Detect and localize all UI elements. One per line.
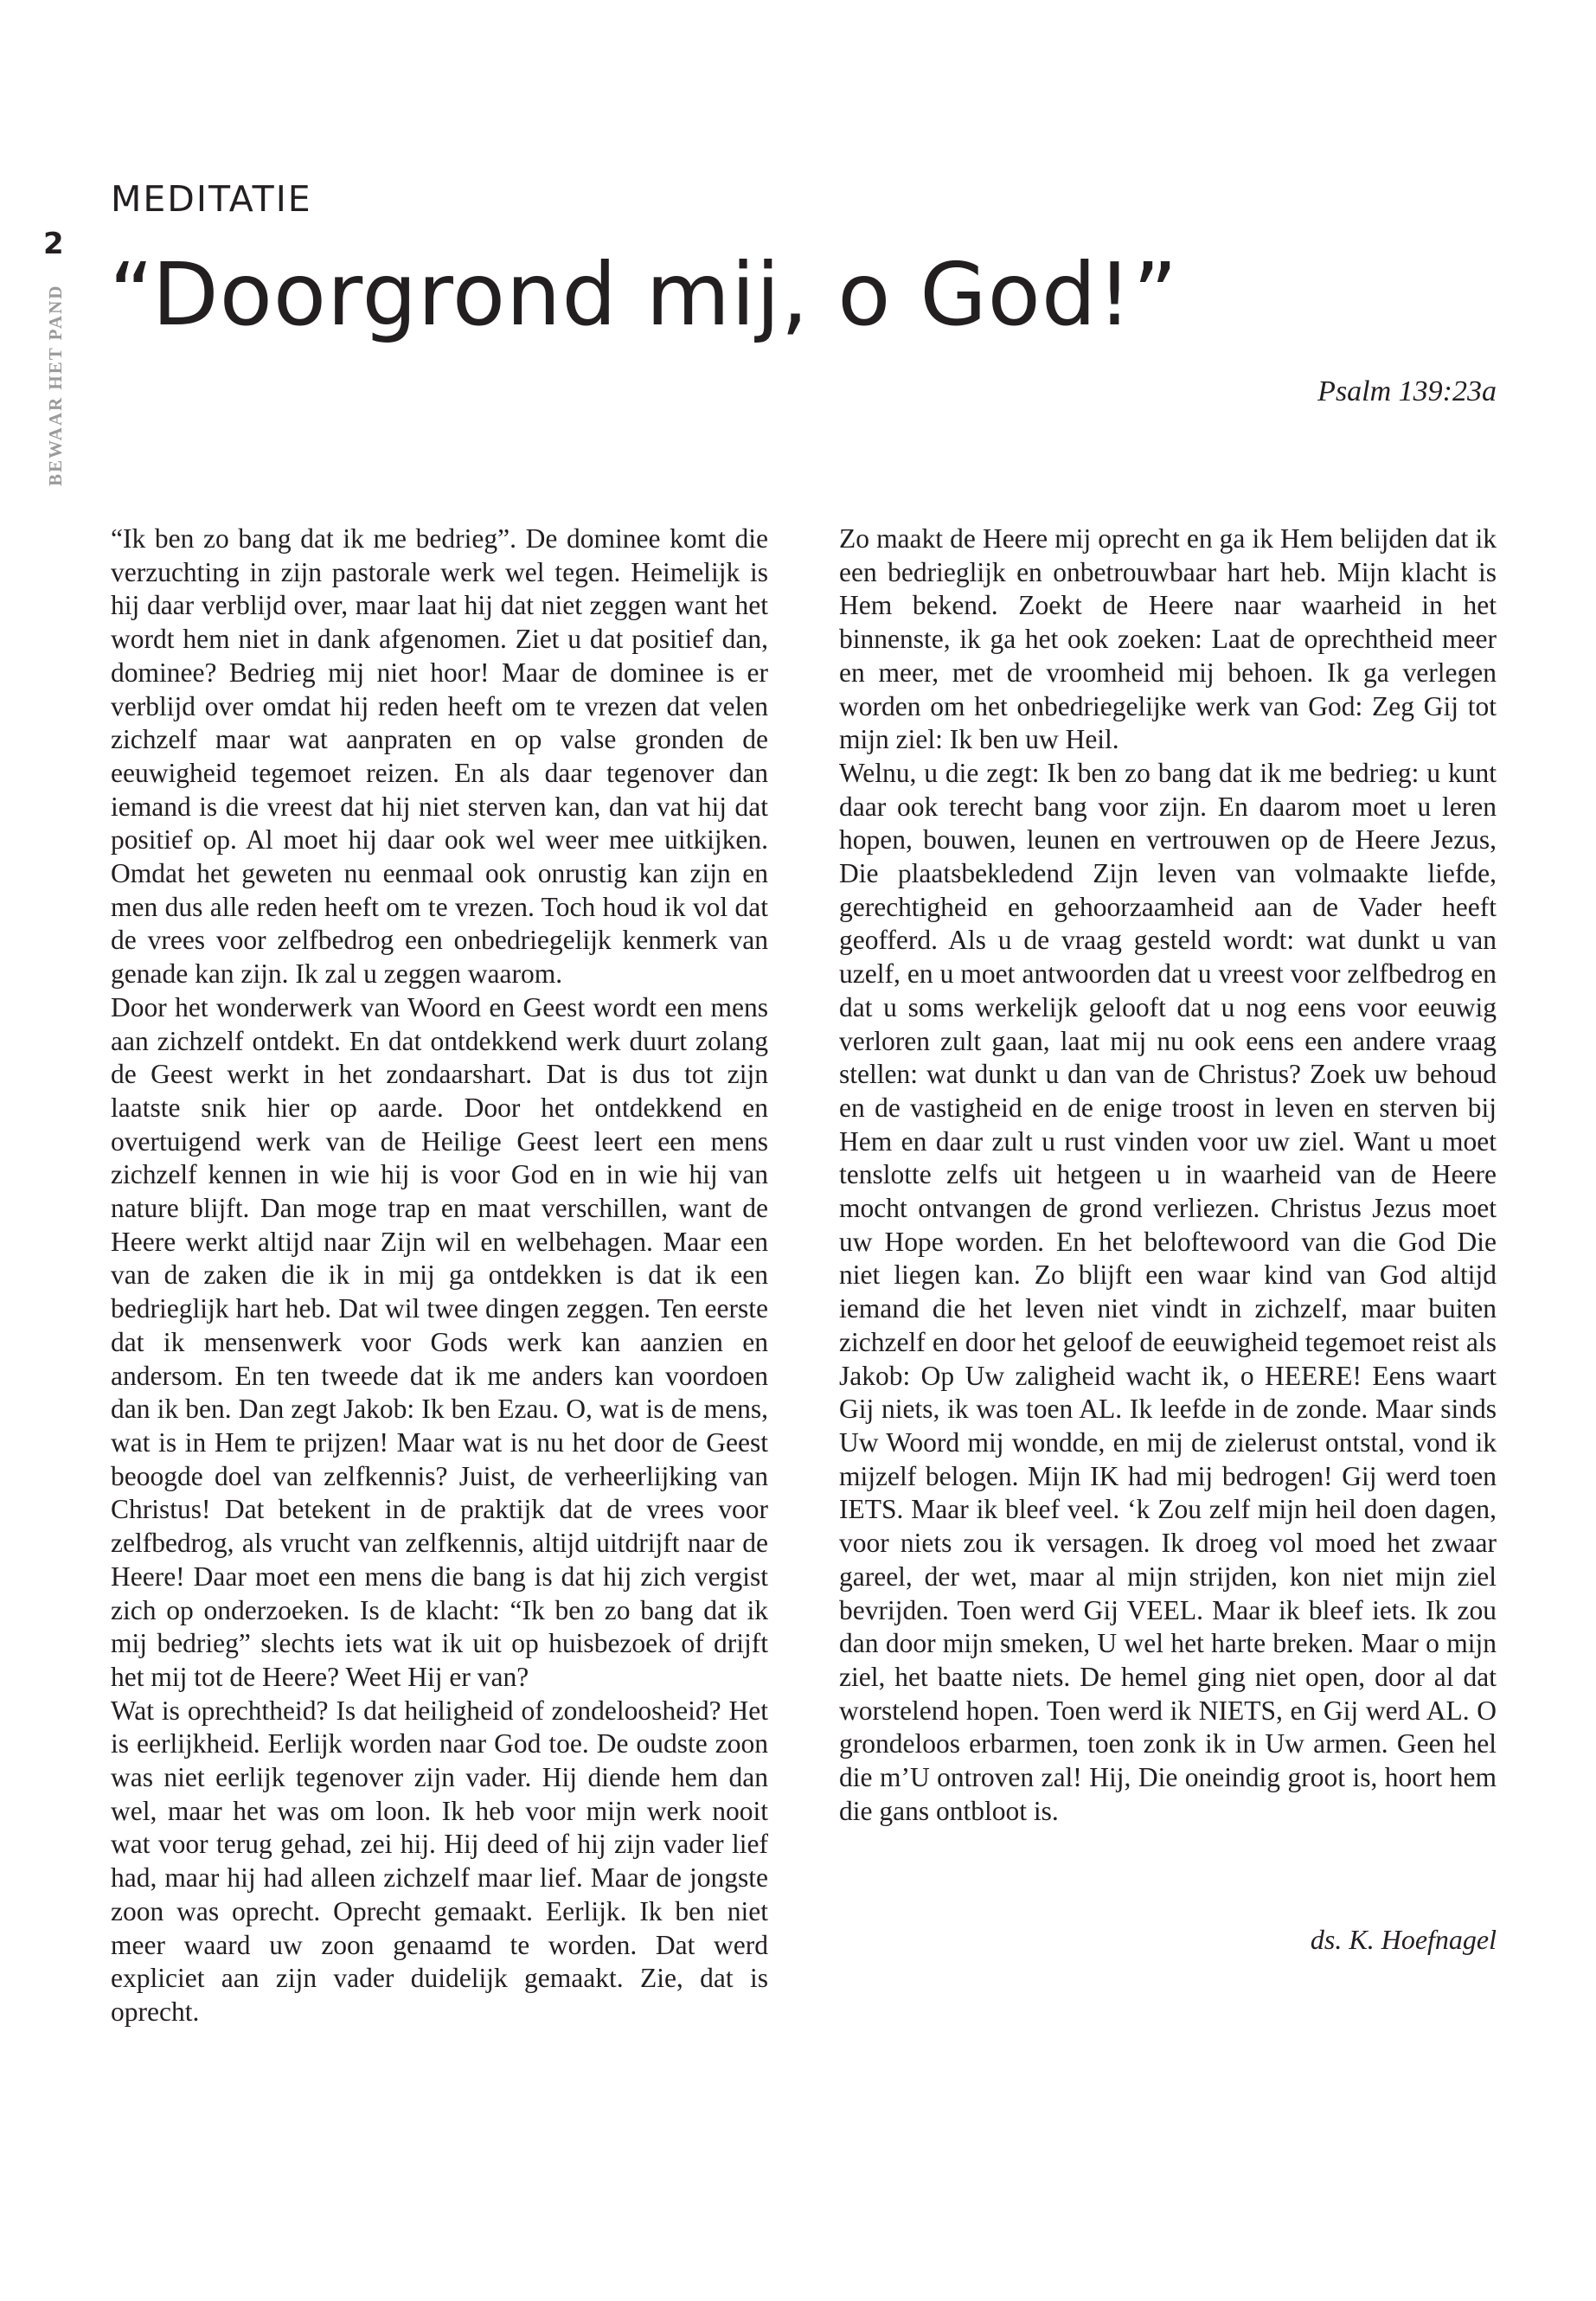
text-column-left: [111, 522, 768, 2029]
page-number: 2: [43, 227, 64, 261]
paragraph: Wat is oprechtheid? Is dat heiligheid of zondeloosheid? Het is eerlijkheid. Eerlijk worden naar God toe. De oudste zoon was niet eerlijk tegenover zijn vader. Hij diende hem dan wel, maar het was om loon. Ik heb voor mijn werk nooit wat voor terug gehad, zei hij. Hij deed of hij zijn vader lief had, maar hij had alleen zichzelf maar lief. Maar de jongste zoon was oprecht. Oprecht gemaakt. Eerlijk. Ik ben niet meer waard uw zoon genaamd te worden. Dat werd expliciet aan zijn vader duidelijk gemaakt. Zie, dat is oprecht.: [111, 1695, 768, 2027]
paragraph: Zo maakt de Heere mij oprecht en ga ik Hem belijden dat ik een bedrieglijk en onbetrouwbaar hart heb. Mijn klacht is Hem bekend. Zoekt de Heere naar waarheid in het binnenste, ik ga het ook zoeken: Laat de oprechtheid meer en meer, met de vroomheid mij behoen. Ik ga verlegen worden om het onbedriegelijke werk van God: Zeg Gij tot mijn ziel: Ik ben uw Heil.: [839, 523, 1497, 755]
running-head: BEWAAR HET PAND: [45, 284, 66, 486]
text-column-right: [839, 522, 1497, 1828]
author-signature: ds. K. Hoefnagel: [1310, 1924, 1497, 1955]
scripture-reference: Psalm 139:23a: [1317, 375, 1497, 407]
paragraph: Welnu, u die zegt: Ik ben zo bang dat ik me bedrieg: u kunt daar ook terecht bang voor zijn. En daarom moet u leren hopen, bouwen, leunen en vertrouwen op de Heere Jezus, Die plaatsbekledend Zijn leven van volmaakte liefde, gerechtigheid en gehoorzaamheid aan de Vader heeft geofferd. Als u de vraag gesteld wordt: wat dunkt u van uzelf, en u moet antwoorden dat u vreest voor zelfbedrog en dat u soms werkelijk gelooft dat u nog eens voor eeuwig verloren zult gaan, laat mij nu ook eens een andere vraag stellen: wat dunkt u dan van de Christus? Zoek uw behoud en de vastigheid en de enige troost in leven en sterven bij Hem en daar zult u rust vinden voor uw ziel. Want u moet tenslotte zelfs uit hetgeen u in waarheid van de Heere mocht ontvangen de grond verliezen. Christus Jezus moet uw Hope worden. En het beloftewoord van die God Die niet liegen kan. Zo blijft een waar kind van God altijd iemand die het leven niet vindt in zichzelf, maar buiten zichzelf en door het geloof de eeuwigheid tegemoet reist als Jakob: Op Uw zaligheid wacht ik, o HEERE! Eens waart Gij niets, ik was toen AL. Ik leefde in de zonde. Maar sinds Uw Woord mij wondde, en mij de zielerust ontstal, vond ik mijzelf belogen. Mijn IK had mij bedrogen! Gij werd toen IETS. Maar ik bleef veel. ‘k Zou zelf mijn heil doen dagen, voor niets zou ik versagen. Ik droeg vol moed het zwaar gareel, der wet, maar al mijn strijden, kon niet mijn ziel bevrijden. Toen werd Gij VEEL. Maar ik bleef iets. Ik zou dan door mijn smeken, U wel het harte breken. Maar o mijn ziel, het baatte niets. De hemel ging niet open, door al dat worstelend hopen. Toen werd ik NIETS, en Gij werd AL. O grondeloos erbarmen, toen zonk ik in Uw armen. Geen hel die m’U ontroven zal! Hij, Die oneindig groot is, hoort hem die gans ontbloot is.: [839, 757, 1497, 1826]
paragraph: Door het wonderwerk van Woord en Geest wordt een mens aan zichzelf ontdekt. En dat ontdekkend werk duurt zolang de Geest werkt in het zondaarshart. Dat is dus tot zijn laatste snik hier op aarde. Door het ontdekkend en overtuigend werk van de Heilige Geest leert een mens zichzelf kennen in wie hij is voor God en in wie hij van nature blijft. Dan moge trap en maat verschillen, want de Heere werkt altijd naar Zijn wil en welbehagen. Maar een van de zaken die ik in mij ga ontdekken is dat ik een bedrieglijk hart heb. Dat wil twee dingen zeggen. Ten eerste dat ik mensenwerk voor Gods werk kan aanzien en andersom. En ten tweede dat ik me anders kan voordoen dan ik ben. Dan zegt Jakob: Ik ben Ezau. O, wat is de mens, wat is in Hem te prijzen! Maar wat is nu het door de Geest beoogde doel van zelfkennis? Juist, de verheerlijking van Christus! Dat betekent in de praktijk dat de vrees voor zelfbedrog, als vrucht van zelfkennis, altijd uitdrijft naar de Heere! Daar moet een mens die bang is dat hij zich vergist zich op onderzoeken. Is de klacht: “Ik ben zo bang dat ik mij bedrieg” slechts iets wat ik uit op huisbezoek of drijft het mij tot de Heere? Weet Hij er van?: [111, 991, 768, 1692]
page-title: “Doorgrond mij, o God!”: [109, 244, 1179, 345]
paragraph: “Ik ben zo bang dat ik me bedrieg”. De dominee komt die verzuchting in zijn pastorale werk wel tegen. Heimelijk is hij daar verblijd over, maar laat hij dat niet zeggen want het wordt hem niet in dank afgenomen. Ziet u dat positief dan, dominee? Bedrieg mij niet hoor! Maar de dominee is er verblijd over omdat hij reden heeft om te vrezen dat velen zichzelf maar wat aanpraten en op valse gronden de eeuwigheid tegemoet reizen. En als daar tegenover dan iemand is die vreest dat hij niet sterven kan, dan vat hij dat positief op. Al moet hij daar ook wel weer mee uitkijken. Omdat het geweten nu eenmaal ook onrustig kan zijn en men dus alle reden heeft om te vrezen. Toch houd ik vol dat de vrees voor zelfbedrog een onbedriegelijk kenmerk van genade kan zijn. Ik zal u zeggen waarom.: [111, 523, 768, 990]
section-label: MEDITATIE: [111, 178, 312, 220]
